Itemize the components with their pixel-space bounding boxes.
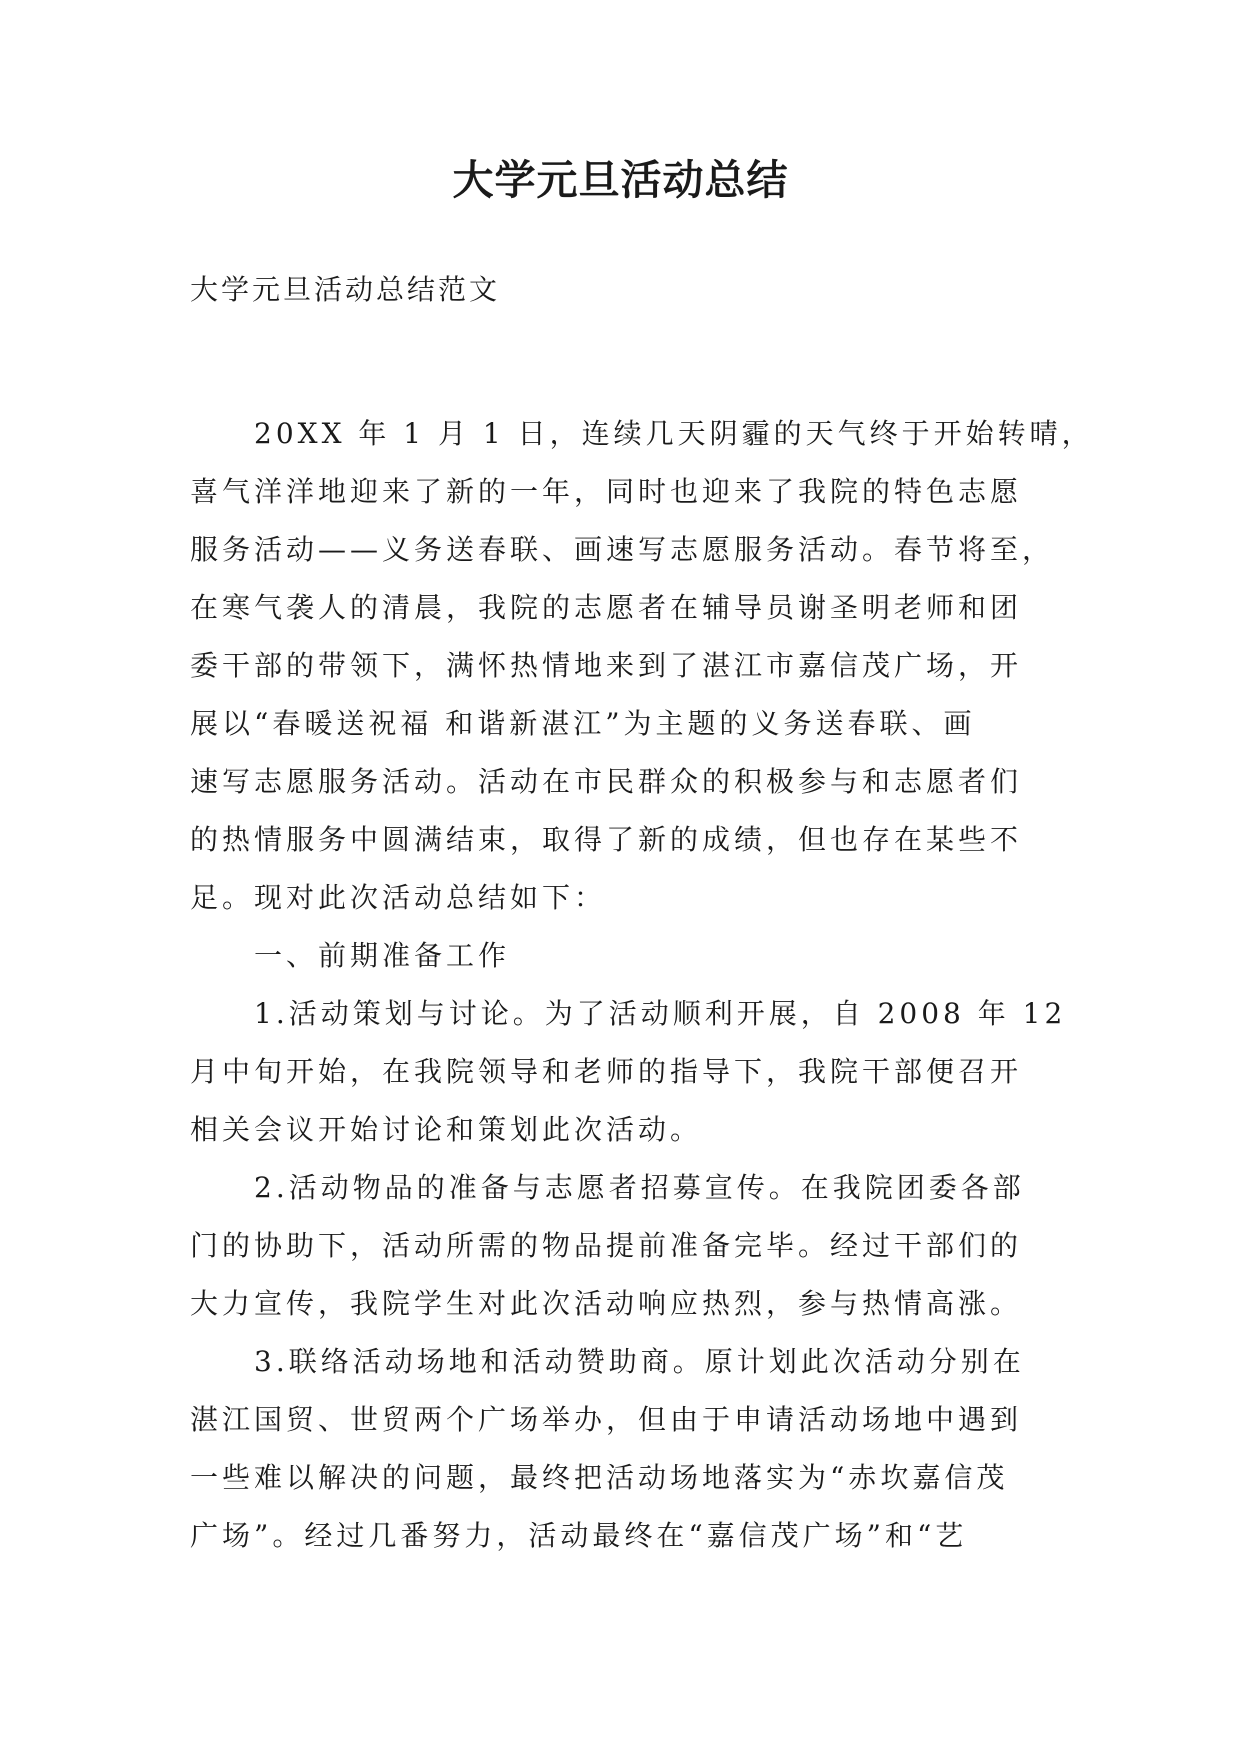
paragraph-line: 喜气洋洋地迎来了新的一年，同时也迎来了我院的特色志愿 [190, 475, 1023, 508]
paragraph-line: 足。现对此次活动总结如下： [190, 881, 607, 914]
paragraph-line: 展以“春暖送祝福 和谐新湛江”为主题的义务送春联、画 [190, 707, 976, 740]
paragraph-line: 一些难以解决的问题，最终把活动场地落实为“赤坎嘉信茂 [190, 1461, 1009, 1494]
paragraph-line: 服务活动——义务送春联、画速写志愿服务活动。春节将至， [190, 533, 1055, 566]
paragraph-line: 委干部的带领下，满怀热情地来到了湛江市嘉信茂广场，开 [190, 649, 1023, 682]
document-subtitle: 大学元旦活动总结范文 [190, 273, 501, 306]
document-title: 大学元旦活动总结 [452, 156, 789, 204]
paragraph-line: 2.活动物品的准备与志愿者招募宣传。在我院团委各部 [254, 1171, 1025, 1204]
paragraph-line: 月中旬开始，在我院领导和老师的指导下，我院干部便召开 [190, 1055, 1023, 1088]
paragraph-line: 1.活动策划与讨论。为了活动顺利开展，自 2008 年 12 [254, 997, 1067, 1030]
paragraph-line: 湛江国贸、世贸两个广场举办，但由于申请活动场地中遇到 [190, 1403, 1023, 1436]
paragraph-line: 门的协助下，活动所需的物品提前准备完毕。经过干部们的 [190, 1229, 1023, 1262]
section-heading: 一、前期准备工作 [254, 939, 511, 972]
document-body [190, 405, 1094, 1565]
paragraph-line: 3.联络活动场地和活动赞助商。原计划此次活动分别在 [254, 1345, 1025, 1378]
paragraph-line: 相关会议开始讨论和策划此次活动。 [190, 1113, 703, 1146]
paragraph-line: 的热情服务中圆满结束，取得了新的成绩，但也存在某些不 [190, 823, 1023, 856]
paragraph-line: 速写志愿服务活动。活动在市民群众的积极参与和志愿者们 [190, 765, 1023, 798]
paragraph-line: 在寒气袭人的清晨，我院的志愿者在辅导员谢圣明老师和团 [190, 591, 1023, 624]
paragraph-line: 广场”。经过几番努力，活动最终在“嘉信茂广场”和“艺 [190, 1519, 968, 1552]
paragraph-line: 20XX 年 1 月 1 日，连续几天阴霾的天气终于开始转晴， [254, 417, 1094, 450]
paragraph-line: 大力宣传，我院学生对此次活动响应热烈，参与热情高涨。 [190, 1287, 1023, 1320]
